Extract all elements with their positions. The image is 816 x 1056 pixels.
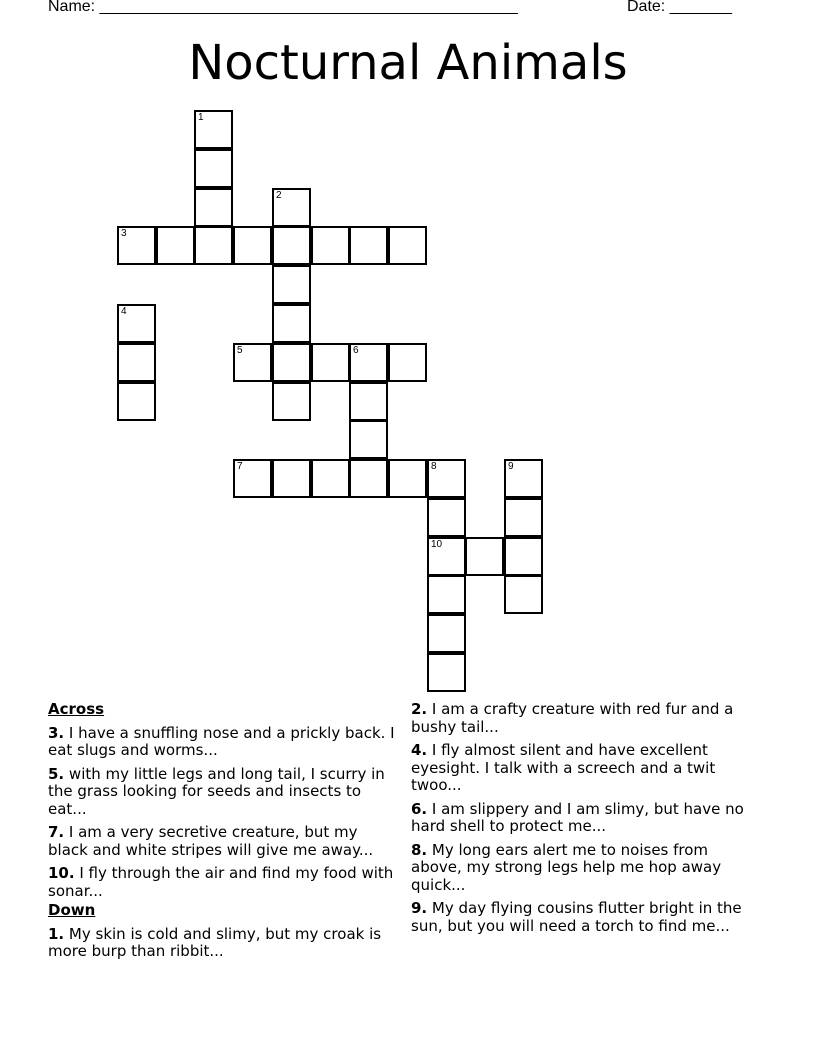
- clue-number: 7: [237, 461, 243, 472]
- clue-text: I fly through the air and find my food with sonar...: [48, 864, 394, 900]
- clue-num: 6.: [411, 799, 428, 818]
- down-clue: [411, 742, 756, 795]
- down-clue: [48, 926, 398, 961]
- down-clue: [411, 900, 756, 935]
- across-clue: [48, 766, 398, 819]
- clue-num: 8.: [411, 840, 428, 859]
- grid-cell[interactable]: [233, 459, 272, 498]
- grid-cell[interactable]: [427, 653, 466, 692]
- clue-text: I am a crafty creature with red fur and a bushy tail...: [411, 700, 734, 736]
- clue-number: 3: [121, 228, 127, 239]
- grid-cell[interactable]: [272, 459, 311, 498]
- clue-num: 7.: [48, 823, 65, 841]
- grid-cell[interactable]: [194, 188, 233, 227]
- clues-left-column: [48, 701, 398, 967]
- clue-num: 1.: [48, 924, 65, 943]
- across-clue: [48, 824, 398, 859]
- grid-cell[interactable]: [349, 343, 388, 382]
- clue-text: I have a snuffling nose and a prickly back. I eat slugs and worms...: [48, 723, 395, 759]
- grid-cell[interactable]: [233, 226, 272, 265]
- clue-num: 10.: [48, 864, 75, 882]
- grid-cell[interactable]: [272, 304, 311, 343]
- clue-number: 10: [431, 539, 443, 550]
- grid-cell[interactable]: [272, 188, 311, 227]
- clue-num: 4.: [411, 741, 428, 759]
- clue-number: 8: [431, 461, 437, 472]
- date-field-label: Date: _______: [627, 0, 732, 15]
- grid-cell[interactable]: [156, 226, 195, 265]
- clue-text: I am a very secretive creature, but my black and white stripes will give me away...: [48, 823, 374, 859]
- grid-cell[interactable]: [427, 459, 466, 498]
- clue-number: 2: [276, 190, 282, 201]
- clue-text: with my little legs and long tail, I scurry in the grass looking for seeds and insects to eat...: [48, 764, 385, 818]
- grid-cell[interactable]: [233, 343, 272, 382]
- down-clue: [411, 801, 756, 836]
- grid-cell[interactable]: [427, 614, 466, 653]
- grid-cell[interactable]: [349, 459, 388, 498]
- grid-cell[interactable]: [427, 575, 466, 614]
- across-clue: [48, 865, 398, 900]
- clue-num: 3.: [48, 723, 65, 742]
- clue-number: 1: [198, 112, 204, 123]
- name-field-label: Name: _______________________________________________: [48, 0, 518, 15]
- grid-cell[interactable]: [311, 343, 350, 382]
- grid-cell[interactable]: [117, 226, 156, 265]
- grid-cell[interactable]: [427, 537, 466, 576]
- grid-cell[interactable]: [465, 537, 504, 576]
- clue-number: 4: [121, 306, 127, 317]
- grid-cell[interactable]: [194, 110, 233, 149]
- clue-num: 5.: [48, 764, 65, 783]
- grid-cell[interactable]: [504, 537, 543, 576]
- grid-cell[interactable]: [504, 498, 543, 537]
- grid-cell[interactable]: [117, 343, 156, 382]
- clue-text: My skin is cold and slimy, but my croak is more burp than ribbit...: [48, 924, 382, 960]
- clue-text: I fly almost silent and have excellent eyesight. I talk with a screech and a twit twoo...: [411, 741, 716, 794]
- across-heading: Across: [48, 700, 105, 718]
- grid-cell[interactable]: [272, 226, 311, 265]
- clue-text: My long ears alert me to noises from above, my strong legs help me hop away quick...: [411, 840, 722, 894]
- grid-cell[interactable]: [117, 304, 156, 343]
- clue-num: 9.: [411, 899, 428, 917]
- grid-cell[interactable]: [194, 226, 233, 265]
- grid-cell[interactable]: [504, 459, 543, 498]
- clue-number: 6: [353, 345, 359, 356]
- down-heading: Down: [48, 901, 96, 919]
- grid-cell[interactable]: [504, 575, 543, 614]
- grid-cell[interactable]: [349, 226, 388, 265]
- grid-cell[interactable]: [272, 382, 311, 421]
- clue-number: 9: [508, 461, 514, 472]
- clue-number: 5: [237, 345, 243, 356]
- clue-num: 2.: [411, 700, 428, 718]
- clue-text: My day flying cousins flutter bright in the sun, but you will need a torch to find me...: [411, 899, 742, 935]
- grid-cell[interactable]: [311, 459, 350, 498]
- grid-cell[interactable]: [349, 420, 388, 459]
- grid-cell[interactable]: [427, 498, 466, 537]
- grid-cell[interactable]: [311, 226, 350, 265]
- down-clue: [411, 701, 756, 736]
- grid-cell[interactable]: [272, 265, 311, 304]
- grid-cell[interactable]: [388, 343, 427, 382]
- puzzle-title: Nocturnal Animals: [188, 35, 628, 91]
- grid-cell[interactable]: [194, 149, 233, 188]
- grid-cell[interactable]: [388, 226, 427, 265]
- across-clue: [48, 725, 398, 760]
- grid-cell[interactable]: [272, 343, 311, 382]
- grid-cell[interactable]: [117, 382, 156, 421]
- clue-text: I am slippery and I am slimy, but have no hard shell to protect me...: [411, 799, 744, 835]
- clues-right-column: [411, 701, 756, 941]
- grid-cell[interactable]: [349, 382, 388, 421]
- grid-cell[interactable]: [388, 459, 427, 498]
- down-clue: [411, 842, 756, 895]
